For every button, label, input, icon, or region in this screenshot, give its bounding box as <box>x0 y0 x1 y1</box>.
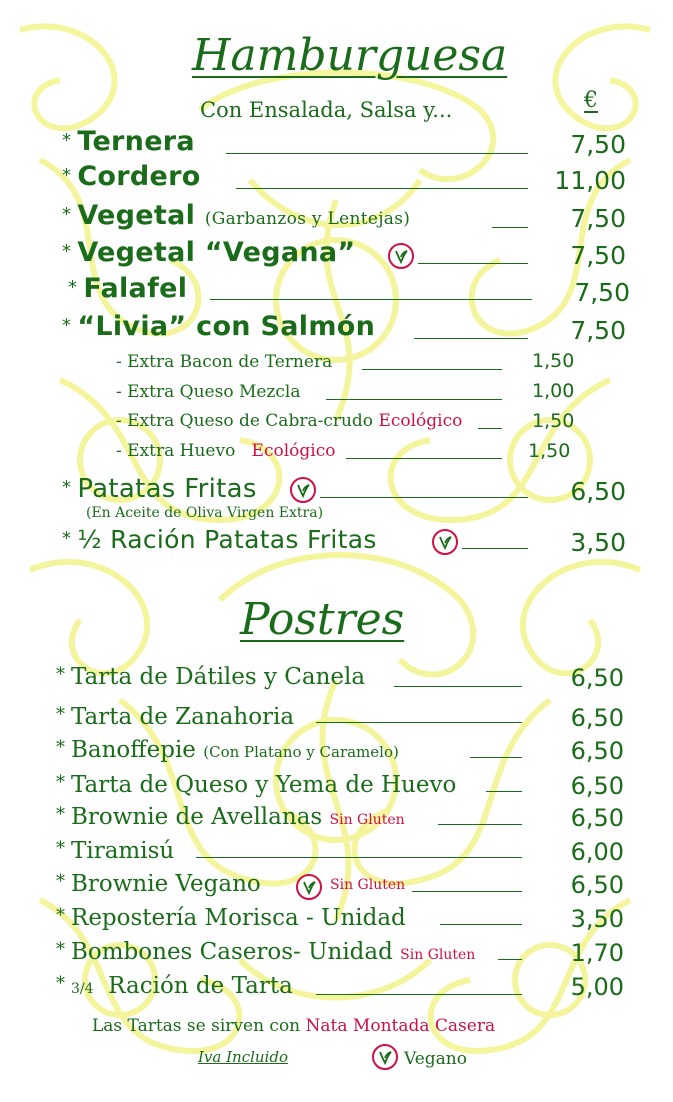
dotted-leader <box>462 548 528 549</box>
dotted-leader <box>478 428 502 429</box>
item-name: Repostería Morisca - Unidad <box>71 905 406 931</box>
dotted-leader <box>470 757 522 758</box>
dotted-leader <box>320 497 528 498</box>
extra-price: 1,50 <box>532 410 575 432</box>
item-price: 6,50 <box>570 477 626 506</box>
item-price: 7,50 <box>570 130 626 159</box>
dessert-item <box>56 664 365 690</box>
bullet-star: * <box>56 871 65 892</box>
bullet-star: * <box>56 704 65 725</box>
item-name: Brownie Vegano <box>71 871 261 897</box>
footer-highlight: Nata Montada Casera <box>305 1016 496 1036</box>
bullet-star: * <box>68 277 78 298</box>
menu-item-patatas-fritas <box>62 474 257 504</box>
dotted-leader <box>346 458 502 459</box>
dessert-item <box>56 804 405 830</box>
menu-item-media-racion <box>62 525 377 554</box>
bullet-star: * <box>62 130 72 151</box>
section-title-hamburguesa: Hamburguesa <box>192 30 508 81</box>
dessert-item <box>56 973 293 999</box>
bullet-star: * <box>62 477 72 498</box>
dotted-leader <box>196 857 522 858</box>
dotted-leader <box>498 959 522 960</box>
menu-item-livia-salmon <box>62 311 375 342</box>
item-name: Brownie de Avellanas <box>71 804 323 830</box>
bullet-star: * <box>56 905 65 926</box>
footer-text: Las Tartas se sirven con <box>92 1016 301 1036</box>
item-price: 3,50 <box>570 905 624 933</box>
item-name: Tarta de Zanahoria <box>71 704 295 730</box>
bullet-star: * <box>62 165 72 186</box>
item-name: Banoffepie <box>71 737 196 763</box>
currency-symbol: € <box>584 88 598 113</box>
item-price: 6,50 <box>570 664 624 692</box>
extra-item <box>116 352 332 372</box>
dotted-leader <box>362 369 502 370</box>
item-price: 6,00 <box>570 838 624 866</box>
dotted-leader <box>412 891 522 892</box>
item-name: Tarta de Dátiles y Canela <box>71 664 366 690</box>
menu-item-falafel <box>68 273 187 304</box>
extra-name: - Extra Queso de Cabra-crudo <box>116 411 374 431</box>
item-name: Vegetal <box>77 200 196 231</box>
organic-tag: Ecológico <box>251 441 336 461</box>
bullet-star: * <box>56 838 65 859</box>
item-name: Patatas Fritas <box>77 474 257 504</box>
vegan-leaf-icon <box>296 874 322 900</box>
dotted-leader <box>316 722 522 723</box>
extra-price: 1,50 <box>528 440 571 462</box>
extra-price: 1,50 <box>532 350 575 372</box>
item-name: ½ Ración Patatas Fritas <box>77 525 377 554</box>
gluten-free-tag: Sin Gluten <box>330 877 406 893</box>
vegan-leaf-icon <box>372 1044 398 1070</box>
item-price: 7,50 <box>570 204 626 233</box>
item-price: 6,50 <box>570 804 624 832</box>
vegan-legend-label: Vegano <box>404 1049 467 1069</box>
bullet-star: * <box>62 528 72 549</box>
dotted-leader <box>486 791 522 792</box>
bullet-star: * <box>62 315 72 336</box>
item-note: (Con Platano y Caramelo) <box>203 743 399 761</box>
menu-item-vegetal-vegana <box>62 237 355 268</box>
fraction-label: 3/4 <box>71 981 94 997</box>
item-name: Ternera <box>77 126 195 157</box>
extra-item <box>116 411 462 431</box>
item-price: 6,50 <box>570 772 624 800</box>
gluten-free-tag: Sin Gluten <box>329 812 405 828</box>
dessert-item <box>56 838 174 864</box>
dotted-leader <box>316 994 522 995</box>
dessert-item <box>56 772 456 798</box>
item-price: 6,50 <box>570 704 624 732</box>
item-price: 5,00 <box>570 973 624 1001</box>
item-price: 6,50 <box>570 871 624 899</box>
section-title-postres: Postres <box>240 594 405 645</box>
vegan-leaf-icon <box>388 243 414 269</box>
item-price: 3,50 <box>570 528 626 557</box>
footer-note <box>92 1016 495 1036</box>
bullet-star: * <box>56 973 65 994</box>
item-price: 7,50 <box>570 241 626 270</box>
item-name: Tiramisú <box>71 838 175 864</box>
dessert-item <box>56 737 399 763</box>
dotted-leader <box>236 188 528 189</box>
item-note: (Garbanzos y Lentejas) <box>204 209 411 229</box>
extra-item <box>116 382 300 402</box>
dotted-leader <box>210 299 532 300</box>
dessert-item <box>56 905 406 931</box>
item-name: “Livia” con Salmón <box>77 311 376 342</box>
dotted-leader <box>226 153 528 154</box>
menu-item-ternera <box>62 126 195 157</box>
item-name: Tarta de Queso y Yema de Huevo <box>71 772 457 798</box>
dotted-leader <box>394 686 522 687</box>
bullet-star: * <box>56 664 65 685</box>
dotted-leader <box>438 824 522 825</box>
extra-name: - Extra Huevo <box>116 441 236 461</box>
extra-name: - Extra Bacon de Ternera <box>116 352 333 372</box>
extra-name: - Extra Queso Mezcla <box>116 382 301 402</box>
item-price: 7,50 <box>570 316 626 345</box>
item-name: Ración de Tarta <box>108 973 293 999</box>
dotted-leader <box>414 338 528 339</box>
bullet-star: * <box>56 804 65 825</box>
item-name: Falafel <box>83 273 188 304</box>
item-name: Bombones Caseros- Unidad <box>71 939 393 965</box>
menu-item-cordero <box>62 161 201 192</box>
dotted-leader <box>492 227 528 228</box>
gluten-free-tag: Sin Gluten <box>400 947 476 963</box>
dotted-leader <box>326 399 502 400</box>
bullet-star: * <box>56 737 65 758</box>
menu-item-vegetal <box>62 200 410 231</box>
extra-price: 1,00 <box>532 380 575 402</box>
item-price: 6,50 <box>570 737 624 765</box>
dessert-item <box>56 939 475 965</box>
item-price: 11,00 <box>554 166 626 195</box>
item-name: Vegetal “Vegana” <box>77 237 356 268</box>
bullet-star: * <box>62 204 72 225</box>
item-name: Cordero <box>77 161 201 192</box>
bullet-star: * <box>62 241 72 262</box>
item-price: 1,70 <box>570 939 624 967</box>
bullet-star: * <box>56 772 65 793</box>
iva-note: Iva Incluido <box>198 1048 288 1066</box>
item-note: (En Aceite de Oliva Virgen Extra) <box>86 505 324 521</box>
dessert-item <box>56 871 261 897</box>
dotted-leader <box>418 263 528 264</box>
dotted-leader <box>440 924 522 925</box>
vegan-leaf-icon <box>290 477 316 503</box>
dessert-item <box>56 704 294 730</box>
section-subtitle: Con Ensalada, Salsa y... <box>200 98 453 122</box>
extra-item <box>116 441 335 461</box>
vegan-leaf-icon <box>432 529 458 555</box>
item-price: 7,50 <box>574 278 630 307</box>
organic-tag: Ecológico <box>378 411 463 431</box>
bullet-star: * <box>56 939 65 960</box>
